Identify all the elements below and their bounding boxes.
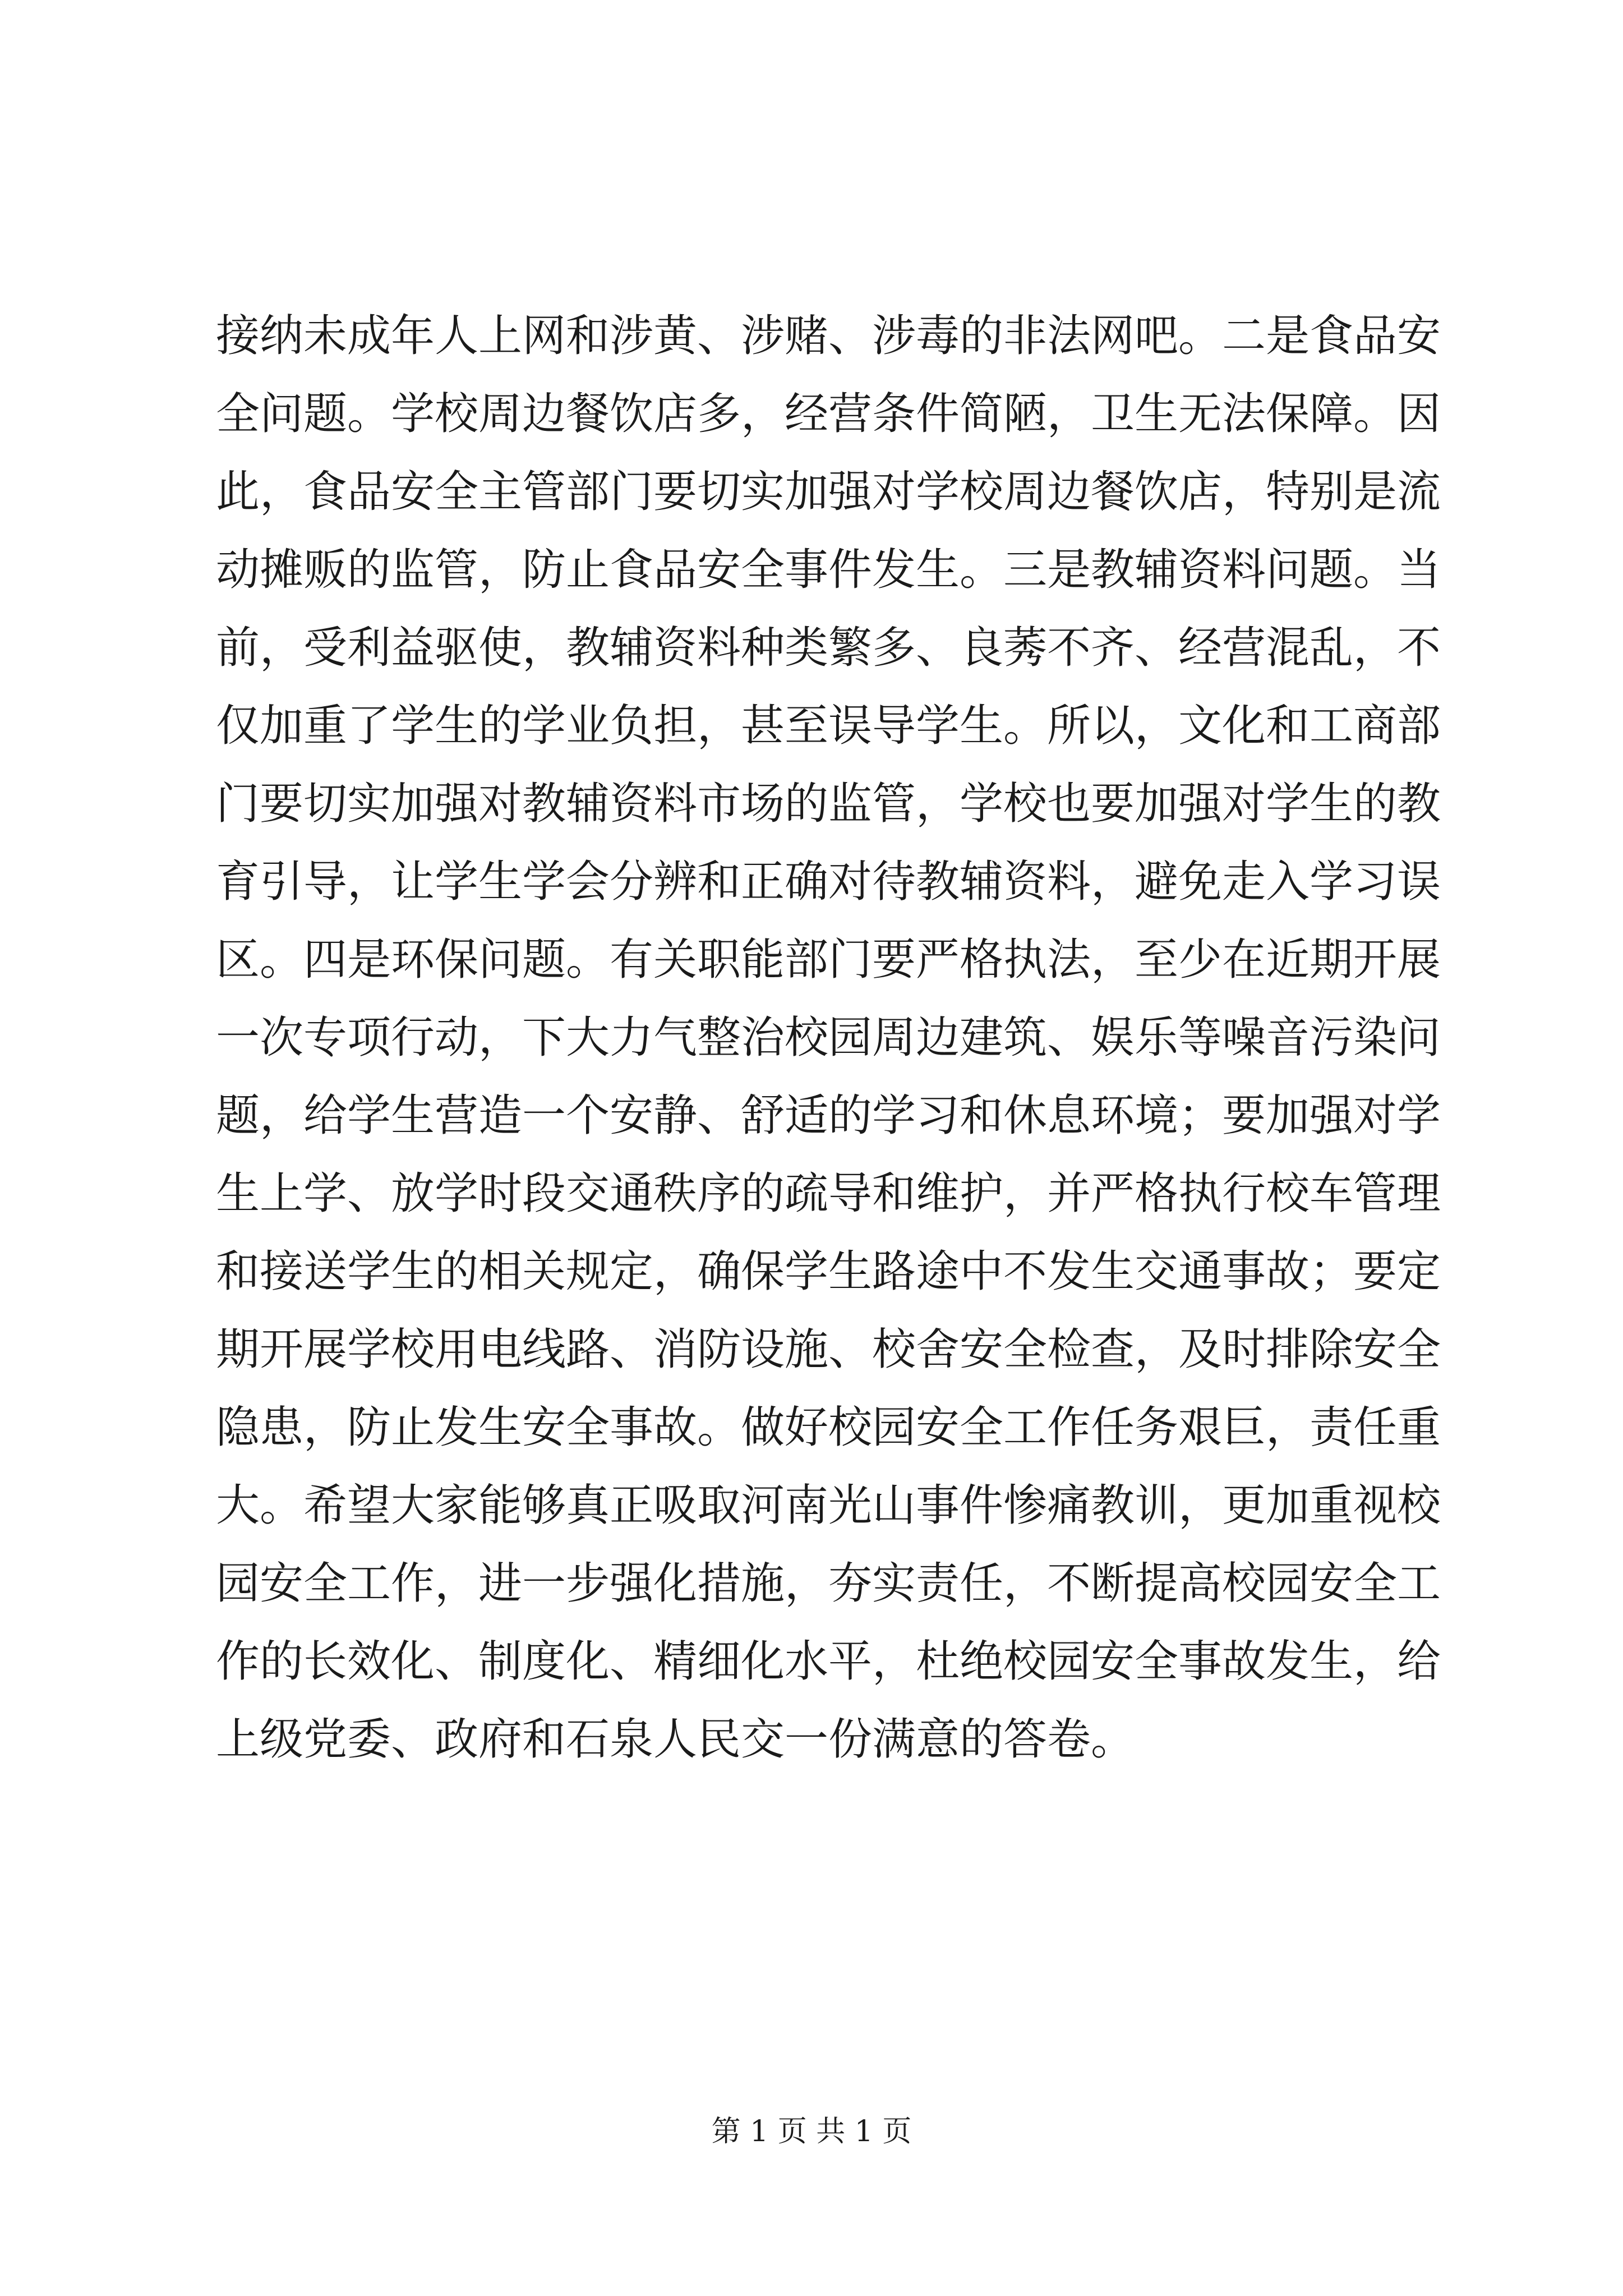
- text-line: 区。四是环保问题。有关职能部门要严格执法，至少在近期开展: [216, 935, 1441, 985]
- text-line: 门要切实加强对教辅资料市场的监管，学校也要加强对学生的教: [216, 779, 1441, 829]
- text-line: 园安全工作，进一步强化措施，夯实责任，不断提高校园安全工: [216, 1558, 1441, 1609]
- text-line: 期开展学校用电线路、消防设施、校舍安全检查，及时排除安全: [216, 1324, 1441, 1375]
- body-text: [216, 297, 1441, 1779]
- text-line: 大。希望大家能够真正吸取河南光山事件惨痛教训，更加重视校: [216, 1480, 1441, 1531]
- text-line: 仅加重了学生的学业负担，甚至误导学生。所以，文化和工商部: [216, 701, 1441, 751]
- text-line: 作的长效化、制度化、精细化水平，杜绝校园安全事故发生，给: [216, 1636, 1441, 1687]
- text-line: 全问题。学校周边餐饮店多，经营条件简陋，卫生无法保障。因: [216, 389, 1441, 439]
- text-line: 题，给学生营造一个安静、舒适的学习和休息环境；要加强对学: [216, 1091, 1441, 1141]
- text-line: 生上学、放学时段交通秩序的疏导和维护，并严格执行校车管理: [216, 1168, 1441, 1219]
- text-line: 育引导，让学生学会分辨和正确对待教辅资料，避免走入学习误: [216, 857, 1441, 907]
- text-line: 一次专项行动，下大力气整治校园周边建筑、娱乐等噪音污染问: [216, 1013, 1441, 1063]
- text-line: 和接送学生的相关规定，确保学生路途中不发生交通事故；要定: [216, 1246, 1441, 1297]
- text-line: 此，食品安全主管部门要切实加强对学校周边餐饮店，特别是流: [216, 467, 1441, 517]
- text-line: 上级党委、政府和石泉人民交一份满意的答卷。: [216, 1714, 1135, 1765]
- text-line: 动摊贩的监管，防止食品安全事件发生。三是教辅资料问题。当: [216, 545, 1441, 595]
- text-line: 隐患，防止发生安全事故。做好校园安全工作任务艰巨，责任重: [216, 1402, 1441, 1453]
- text-line: 前，受利益驱使，教辅资料种类繁多、良莠不齐、经营混乱，不: [216, 623, 1441, 673]
- page-footer: 第 1 页 共 1 页: [711, 2115, 912, 2148]
- text-line: 接纳未成年人上网和涉黄、涉赌、涉毒的非法网吧。二是食品安: [216, 311, 1441, 361]
